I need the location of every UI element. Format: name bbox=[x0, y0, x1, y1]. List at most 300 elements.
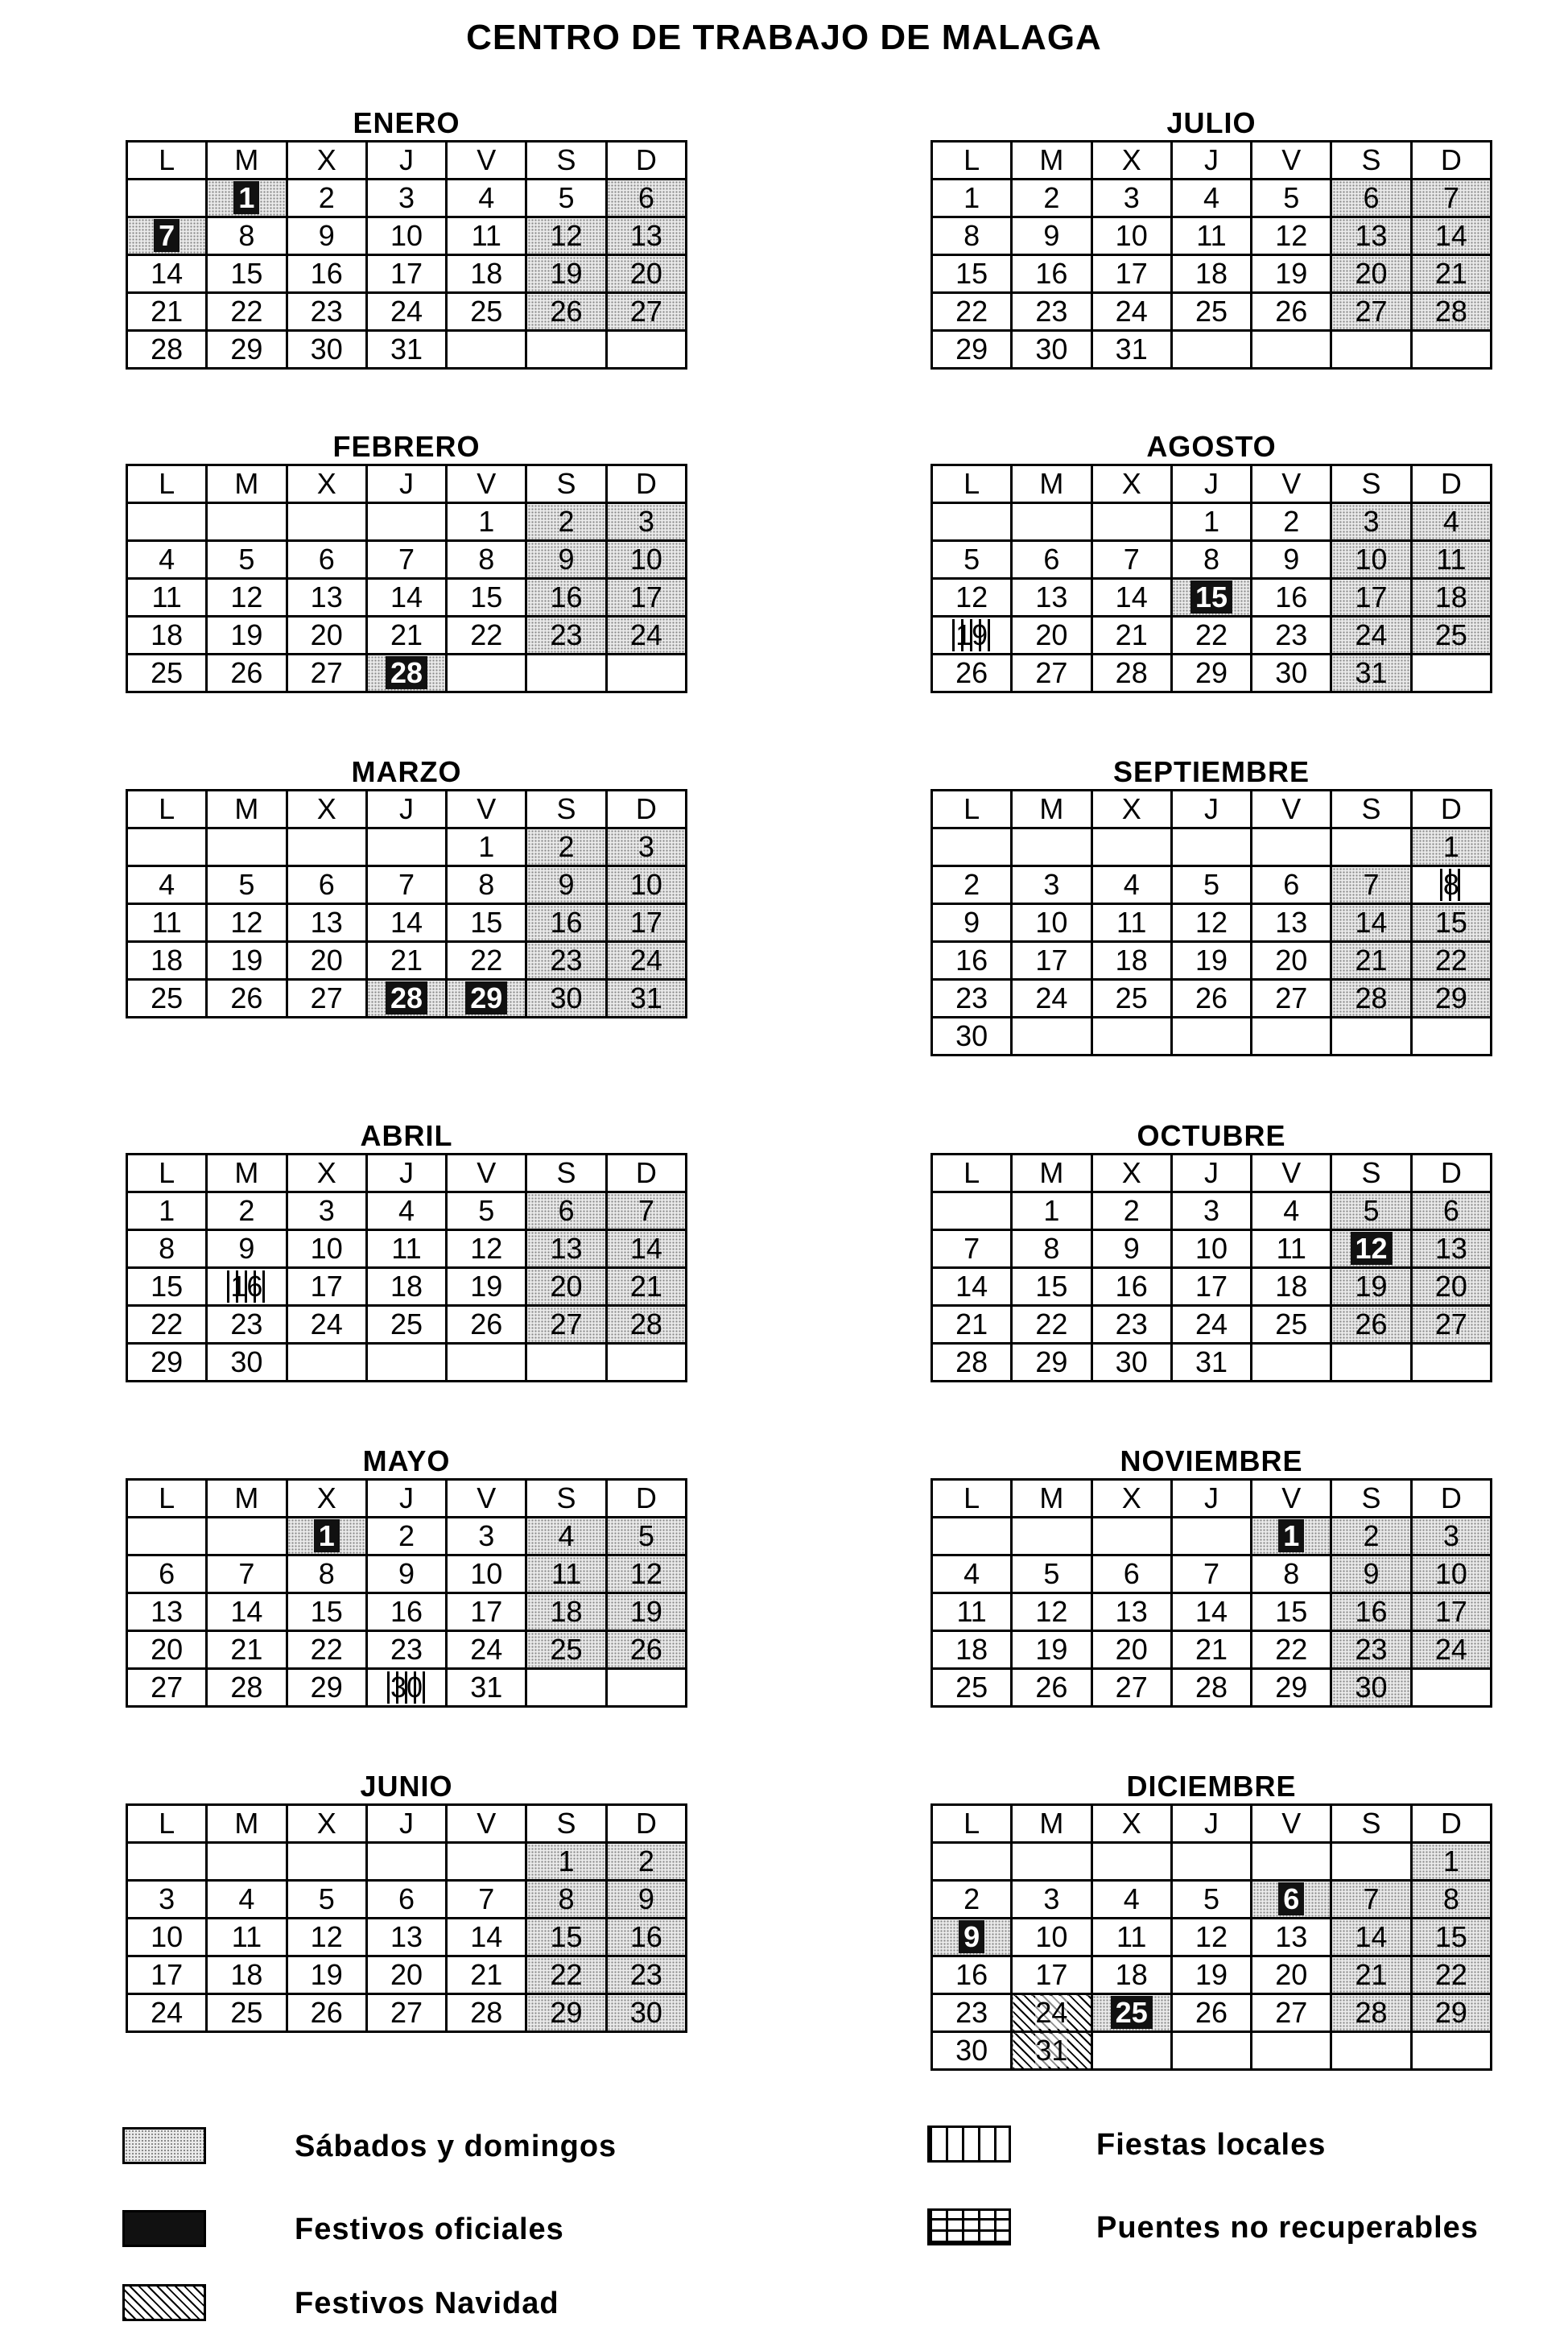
day-cell: 18 bbox=[1171, 255, 1251, 293]
day-cell: 7 bbox=[932, 1230, 1012, 1268]
day-cell: 25 bbox=[1091, 980, 1171, 1018]
day-cell: 12 bbox=[287, 1919, 366, 1956]
empty-day-cell bbox=[207, 828, 287, 866]
week-row bbox=[932, 1555, 1492, 1593]
day-cell: 27 bbox=[1252, 1994, 1331, 2032]
week-row bbox=[127, 180, 687, 217]
empty-day-cell bbox=[127, 1518, 207, 1555]
weekday-header: D bbox=[606, 1155, 686, 1192]
day-cell-weekend: 23 bbox=[526, 617, 606, 655]
day-cell-weekend: 19 bbox=[526, 255, 606, 293]
weekday-header: V bbox=[1252, 465, 1331, 503]
empty-day-cell bbox=[526, 1344, 606, 1382]
day-cell: 27 bbox=[287, 655, 366, 692]
day-cell: 21 bbox=[366, 617, 446, 655]
day-cell-weekend: 10 bbox=[606, 541, 686, 579]
day-cell: 14 bbox=[1171, 1593, 1251, 1631]
day-cell: 1 bbox=[127, 1192, 207, 1230]
week-row bbox=[127, 942, 687, 980]
week-row bbox=[127, 503, 687, 541]
day-number: 15 bbox=[1190, 580, 1232, 613]
day-cell: 26 bbox=[1171, 980, 1251, 1018]
day-cell: 17 bbox=[1012, 942, 1091, 980]
day-cell: 5 bbox=[207, 866, 287, 904]
day-cell-weekend: 6 bbox=[1331, 180, 1411, 217]
day-cell-weekend: 14 bbox=[1331, 904, 1411, 942]
day-number: 24 bbox=[1035, 1996, 1068, 2029]
day-cell: 24 bbox=[1012, 980, 1091, 1018]
empty-day-cell bbox=[287, 1843, 366, 1881]
day-cell-weekend: 26 bbox=[606, 1631, 686, 1669]
week-row bbox=[932, 1631, 1492, 1669]
week-row bbox=[932, 1344, 1492, 1382]
weekday-header: X bbox=[1091, 465, 1171, 503]
day-cell: 9 bbox=[207, 1230, 287, 1268]
day-number: 1 bbox=[314, 1519, 340, 1552]
week-row bbox=[932, 1230, 1492, 1268]
empty-day-cell bbox=[932, 1843, 1012, 1881]
week-row bbox=[932, 1843, 1492, 1881]
weekday-header: V bbox=[447, 465, 526, 503]
day-cell-weekend: 27 bbox=[606, 293, 686, 331]
day-cell: 26 bbox=[932, 655, 1012, 692]
week-row bbox=[932, 579, 1492, 617]
day-cell-weekend: 30 bbox=[526, 980, 606, 1018]
empty-day-cell bbox=[287, 503, 366, 541]
month-table bbox=[930, 464, 1492, 693]
month-mayo bbox=[126, 1443, 687, 1708]
day-cell: 3 bbox=[447, 1518, 526, 1555]
weekday-header: J bbox=[1171, 1805, 1251, 1843]
day-cell-weekend: 10 bbox=[606, 866, 686, 904]
day-cell: 15 bbox=[287, 1593, 366, 1631]
weekday-header: S bbox=[526, 1155, 606, 1192]
month-table bbox=[930, 1478, 1492, 1708]
day-cell: 24 bbox=[366, 293, 446, 331]
day-cell: 30 bbox=[932, 1018, 1012, 1056]
week-row bbox=[127, 980, 687, 1018]
day-cell-weekend: 8 bbox=[526, 1881, 606, 1919]
day-cell-weekend: 27 bbox=[526, 1306, 606, 1344]
week-row bbox=[932, 1018, 1492, 1056]
empty-day-cell bbox=[1331, 1344, 1411, 1382]
day-cell: 7 bbox=[207, 1555, 287, 1593]
empty-day-cell bbox=[1331, 828, 1411, 866]
day-number: 28 bbox=[386, 656, 427, 689]
day-cell: 8 bbox=[1171, 541, 1251, 579]
day-cell: 6 bbox=[1091, 1555, 1171, 1593]
day-cell-weekend: 18 bbox=[1411, 579, 1491, 617]
day-cell-weekend: 10 bbox=[1411, 1555, 1491, 1593]
page-title: CENTRO DE TRABAJO DE MALAGA bbox=[466, 18, 1102, 57]
day-cell: 12 bbox=[932, 579, 1012, 617]
month-name: MARZO bbox=[351, 755, 462, 788]
day-cell: 16 bbox=[1252, 579, 1331, 617]
week-row bbox=[932, 617, 1492, 655]
day-cell-weekend: 1 bbox=[526, 1843, 606, 1881]
day-cell: 9 bbox=[366, 1555, 446, 1593]
day-cell-official bbox=[127, 217, 207, 255]
day-cell: 20 bbox=[366, 1956, 446, 1994]
day-cell: 15 bbox=[1012, 1268, 1091, 1306]
day-cell-official bbox=[1171, 579, 1251, 617]
day-cell-weekend: 2 bbox=[526, 503, 606, 541]
day-cell-weekend: 2 bbox=[1331, 1518, 1411, 1555]
legend-navidad-label: Festivos Navidad bbox=[295, 2287, 559, 2320]
day-cell: 1 bbox=[932, 180, 1012, 217]
day-cell: 17 bbox=[287, 1268, 366, 1306]
day-cell-weekend: 17 bbox=[1331, 579, 1411, 617]
day-cell: 12 bbox=[1252, 217, 1331, 255]
day-cell: 28 bbox=[207, 1669, 287, 1707]
weekday-header: J bbox=[366, 1480, 446, 1518]
day-cell: 3 bbox=[127, 1881, 207, 1919]
day-cell-local bbox=[366, 1669, 446, 1707]
week-row bbox=[127, 1268, 687, 1306]
weekday-header: J bbox=[1171, 791, 1251, 828]
day-cell: 26 bbox=[1171, 1994, 1251, 2032]
day-cell: 30 bbox=[287, 331, 366, 369]
empty-day-cell bbox=[1171, 1018, 1251, 1056]
day-number: 19 bbox=[952, 619, 991, 651]
day-cell: 19 bbox=[1171, 942, 1251, 980]
day-cell-weekend: 14 bbox=[606, 1230, 686, 1268]
empty-day-cell bbox=[1411, 1669, 1491, 1707]
week-row bbox=[932, 828, 1492, 866]
day-cell: 17 bbox=[127, 1956, 207, 1994]
day-cell-official bbox=[366, 980, 446, 1018]
day-cell-weekend: 17 bbox=[1411, 1593, 1491, 1631]
weekday-header: J bbox=[1171, 1480, 1251, 1518]
day-cell-local bbox=[932, 617, 1012, 655]
day-cell: 7 bbox=[447, 1881, 526, 1919]
weekday-header: S bbox=[1331, 142, 1411, 180]
day-cell: 11 bbox=[932, 1593, 1012, 1631]
day-cell-official bbox=[1331, 1230, 1411, 1268]
day-number: 8 bbox=[1440, 869, 1463, 901]
day-cell: 14 bbox=[366, 579, 446, 617]
day-cell: 30 bbox=[207, 1344, 287, 1382]
day-cell-weekend: 20 bbox=[526, 1268, 606, 1306]
weekday-header: L bbox=[127, 791, 207, 828]
empty-day-cell bbox=[1411, 1344, 1491, 1382]
week-row bbox=[932, 1956, 1492, 1994]
empty-day-cell bbox=[287, 1344, 366, 1382]
empty-day-cell bbox=[1012, 1843, 1091, 1881]
day-cell: 13 bbox=[287, 579, 366, 617]
day-cell-weekend: 9 bbox=[1331, 1555, 1411, 1593]
day-cell: 28 bbox=[932, 1344, 1012, 1382]
day-number: 1 bbox=[1278, 1519, 1304, 1552]
empty-day-cell bbox=[1331, 1018, 1411, 1056]
empty-day-cell bbox=[1012, 503, 1091, 541]
month-table bbox=[126, 140, 687, 370]
day-cell: 8 bbox=[127, 1230, 207, 1268]
day-cell-weekend: 13 bbox=[1411, 1230, 1491, 1268]
month-table bbox=[126, 1803, 687, 2033]
day-cell: 29 bbox=[1171, 655, 1251, 692]
month-table bbox=[930, 789, 1492, 1056]
day-cell-weekend: 1 bbox=[1411, 828, 1491, 866]
day-cell-weekend: 3 bbox=[1411, 1518, 1491, 1555]
day-cell: 20 bbox=[1252, 1956, 1331, 1994]
day-cell: 20 bbox=[1012, 617, 1091, 655]
legend-official-label: Festivos oficiales bbox=[295, 2212, 564, 2246]
week-row bbox=[127, 1881, 687, 1919]
day-cell: 21 bbox=[366, 942, 446, 980]
day-cell: 30 bbox=[1252, 655, 1331, 692]
empty-day-cell bbox=[1411, 1018, 1491, 1056]
empty-day-cell bbox=[1331, 2032, 1411, 2070]
day-cell: 22 bbox=[1012, 1306, 1091, 1344]
day-cell: 26 bbox=[207, 655, 287, 692]
week-row bbox=[127, 828, 687, 866]
month-table bbox=[126, 1153, 687, 1382]
day-number: 6 bbox=[1278, 1882, 1304, 1915]
weekday-header: S bbox=[526, 142, 606, 180]
day-cell: 19 bbox=[207, 617, 287, 655]
weekday-header: L bbox=[932, 465, 1012, 503]
day-cell: 3 bbox=[1171, 1192, 1251, 1230]
day-cell: 8 bbox=[1012, 1230, 1091, 1268]
weekday-header: S bbox=[526, 1480, 606, 1518]
empty-day-cell bbox=[1171, 828, 1251, 866]
week-row bbox=[932, 1881, 1492, 1919]
day-cell: 17 bbox=[366, 255, 446, 293]
week-row bbox=[932, 1994, 1492, 2032]
month-name: AGOSTO bbox=[1146, 430, 1277, 463]
day-cell: 11 bbox=[1171, 217, 1251, 255]
day-cell: 24 bbox=[447, 1631, 526, 1669]
day-cell-weekend: 26 bbox=[526, 293, 606, 331]
weekday-header: J bbox=[366, 142, 446, 180]
day-cell: 26 bbox=[207, 980, 287, 1018]
week-row bbox=[127, 1593, 687, 1631]
week-row bbox=[127, 1919, 687, 1956]
weekday-header: S bbox=[1331, 465, 1411, 503]
day-cell-weekend: 3 bbox=[606, 503, 686, 541]
day-cell: 11 bbox=[1091, 1919, 1171, 1956]
day-cell: 19 bbox=[287, 1956, 366, 1994]
day-cell: 10 bbox=[366, 217, 446, 255]
day-cell: 11 bbox=[1252, 1230, 1331, 1268]
day-cell: 2 bbox=[932, 1881, 1012, 1919]
empty-day-cell bbox=[207, 503, 287, 541]
day-cell: 4 bbox=[1091, 866, 1171, 904]
weekday-header: J bbox=[366, 1805, 446, 1843]
day-cell-weekend: 23 bbox=[526, 942, 606, 980]
weekday-header: M bbox=[1012, 1480, 1091, 1518]
day-cell: 7 bbox=[1091, 541, 1171, 579]
month-name: NOVIEMBRE bbox=[1120, 1444, 1303, 1477]
day-cell: 27 bbox=[366, 1994, 446, 2032]
solid-black-icon bbox=[122, 2210, 206, 2247]
day-cell: 29 bbox=[1012, 1344, 1091, 1382]
day-cell: 19 bbox=[207, 942, 287, 980]
day-cell: 12 bbox=[447, 1230, 526, 1268]
day-cell-weekend: 25 bbox=[1411, 617, 1491, 655]
day-cell: 14 bbox=[207, 1593, 287, 1631]
day-cell-weekend: 20 bbox=[1411, 1268, 1491, 1306]
day-cell: 10 bbox=[1012, 1919, 1091, 1956]
day-cell-weekend: 30 bbox=[606, 1994, 686, 2032]
weekday-header: L bbox=[127, 1805, 207, 1843]
empty-day-cell bbox=[1091, 1843, 1171, 1881]
month-diciembre bbox=[930, 1768, 1492, 2071]
day-cell-weekend: 7 bbox=[1411, 180, 1491, 217]
day-cell: 28 bbox=[127, 331, 207, 369]
day-cell: 16 bbox=[932, 1956, 1012, 1994]
day-cell-weekend: 26 bbox=[1331, 1306, 1411, 1344]
day-cell: 6 bbox=[127, 1555, 207, 1593]
day-cell: 6 bbox=[366, 1881, 446, 1919]
day-cell-weekend: 11 bbox=[1411, 541, 1491, 579]
day-cell-weekend: 20 bbox=[606, 255, 686, 293]
day-cell: 1 bbox=[1012, 1192, 1091, 1230]
day-cell: 8 bbox=[207, 217, 287, 255]
day-cell-weekend: 28 bbox=[1411, 293, 1491, 331]
day-cell: 21 bbox=[1171, 1631, 1251, 1669]
day-cell-weekend: 21 bbox=[606, 1268, 686, 1306]
empty-day-cell bbox=[127, 828, 207, 866]
day-cell: 19 bbox=[447, 1268, 526, 1306]
empty-day-cell bbox=[606, 1344, 686, 1382]
day-cell-weekend: 9 bbox=[606, 1881, 686, 1919]
empty-day-cell bbox=[606, 331, 686, 369]
day-cell: 11 bbox=[207, 1919, 287, 1956]
week-row bbox=[127, 1518, 687, 1555]
day-cell: 18 bbox=[1252, 1268, 1331, 1306]
week-row bbox=[127, 1843, 687, 1881]
weekday-header: S bbox=[1331, 1805, 1411, 1843]
legend-local-label: Fiestas locales bbox=[1096, 2128, 1327, 2162]
day-cell: 23 bbox=[932, 980, 1012, 1018]
day-cell: 18 bbox=[1091, 942, 1171, 980]
day-cell-weekend: 16 bbox=[606, 1919, 686, 1956]
day-cell: 8 bbox=[287, 1555, 366, 1593]
day-cell: 6 bbox=[287, 866, 366, 904]
empty-day-cell bbox=[127, 180, 207, 217]
day-cell: 11 bbox=[127, 904, 207, 942]
day-cell: 25 bbox=[207, 1994, 287, 2032]
empty-day-cell bbox=[366, 1344, 446, 1382]
day-cell: 9 bbox=[1091, 1230, 1171, 1268]
weekday-header: X bbox=[287, 142, 366, 180]
weekday-header: M bbox=[207, 791, 287, 828]
day-cell: 15 bbox=[127, 1268, 207, 1306]
empty-day-cell bbox=[526, 1669, 606, 1707]
day-cell-weekend: 9 bbox=[526, 866, 606, 904]
weekday-header: S bbox=[526, 1805, 606, 1843]
day-cell-weekend: 9 bbox=[526, 541, 606, 579]
day-cell: 10 bbox=[1012, 904, 1091, 942]
week-row bbox=[127, 1994, 687, 2032]
month-table bbox=[930, 1803, 1492, 2071]
day-cell: 22 bbox=[287, 1631, 366, 1669]
week-row bbox=[932, 1306, 1492, 1344]
day-cell: 15 bbox=[207, 255, 287, 293]
empty-day-cell bbox=[1331, 1843, 1411, 1881]
empty-day-cell bbox=[1252, 1018, 1331, 1056]
weekday-header: V bbox=[447, 1155, 526, 1192]
weekday-header: X bbox=[287, 465, 366, 503]
day-cell: 30 bbox=[1091, 1344, 1171, 1382]
day-cell-weekend: 29 bbox=[1411, 980, 1491, 1018]
month-julio bbox=[930, 105, 1492, 370]
empty-day-cell bbox=[127, 1843, 207, 1881]
empty-day-cell bbox=[1171, 1843, 1251, 1881]
day-cell: 7 bbox=[366, 541, 446, 579]
week-row bbox=[127, 1631, 687, 1669]
weekday-header: D bbox=[606, 1805, 686, 1843]
day-cell: 15 bbox=[447, 579, 526, 617]
weekday-header: L bbox=[127, 1480, 207, 1518]
day-cell: 5 bbox=[932, 541, 1012, 579]
legend-puentes-label: Puentes no recuperables bbox=[1096, 2211, 1479, 2245]
week-row bbox=[127, 1956, 687, 1994]
empty-day-cell bbox=[1252, 1344, 1331, 1382]
week-row bbox=[932, 1192, 1492, 1230]
day-cell: 14 bbox=[932, 1268, 1012, 1306]
day-cell: 22 bbox=[447, 617, 526, 655]
day-cell: 9 bbox=[287, 217, 366, 255]
day-cell: 17 bbox=[1012, 1956, 1091, 1994]
weekday-header: D bbox=[1411, 791, 1491, 828]
day-cell-local bbox=[1411, 866, 1491, 904]
weekday-header: S bbox=[526, 791, 606, 828]
day-cell: 26 bbox=[1252, 293, 1331, 331]
day-cell: 15 bbox=[1252, 1593, 1331, 1631]
day-cell: 5 bbox=[526, 180, 606, 217]
empty-day-cell bbox=[1091, 1018, 1171, 1056]
month-name: ABRIL bbox=[360, 1119, 453, 1152]
day-cell: 17 bbox=[1171, 1268, 1251, 1306]
day-cell: 10 bbox=[447, 1555, 526, 1593]
empty-day-cell bbox=[1331, 331, 1411, 369]
day-cell: 3 bbox=[1091, 180, 1171, 217]
weekday-header: X bbox=[1091, 791, 1171, 828]
empty-day-cell bbox=[1252, 828, 1331, 866]
day-cell-weekend: 7 bbox=[606, 1192, 686, 1230]
weekday-header: D bbox=[606, 142, 686, 180]
day-cell-weekend: 21 bbox=[1331, 1956, 1411, 1994]
day-cell: 16 bbox=[366, 1593, 446, 1631]
month-table bbox=[930, 140, 1492, 370]
day-cell-official bbox=[1091, 1994, 1171, 2032]
day-cell: 11 bbox=[127, 579, 207, 617]
empty-day-cell bbox=[366, 1843, 446, 1881]
day-cell-weekend: 24 bbox=[606, 617, 686, 655]
day-cell: 9 bbox=[1252, 541, 1331, 579]
empty-day-cell bbox=[1012, 828, 1091, 866]
day-cell: 24 bbox=[127, 1994, 207, 2032]
day-cell-weekend: 4 bbox=[526, 1518, 606, 1555]
weekday-header: S bbox=[1331, 791, 1411, 828]
weekday-header: L bbox=[127, 142, 207, 180]
day-number: 1 bbox=[233, 181, 259, 214]
day-cell: 31 bbox=[1171, 1344, 1251, 1382]
day-cell: 13 bbox=[287, 904, 366, 942]
day-cell: 21 bbox=[1091, 617, 1171, 655]
weekday-header: D bbox=[606, 791, 686, 828]
weekday-header: V bbox=[447, 142, 526, 180]
day-cell-official bbox=[287, 1518, 366, 1555]
month-septiembre bbox=[930, 754, 1492, 1056]
day-cell: 27 bbox=[127, 1669, 207, 1707]
day-cell: 25 bbox=[447, 293, 526, 331]
weekday-header: V bbox=[447, 791, 526, 828]
week-row bbox=[127, 866, 687, 904]
